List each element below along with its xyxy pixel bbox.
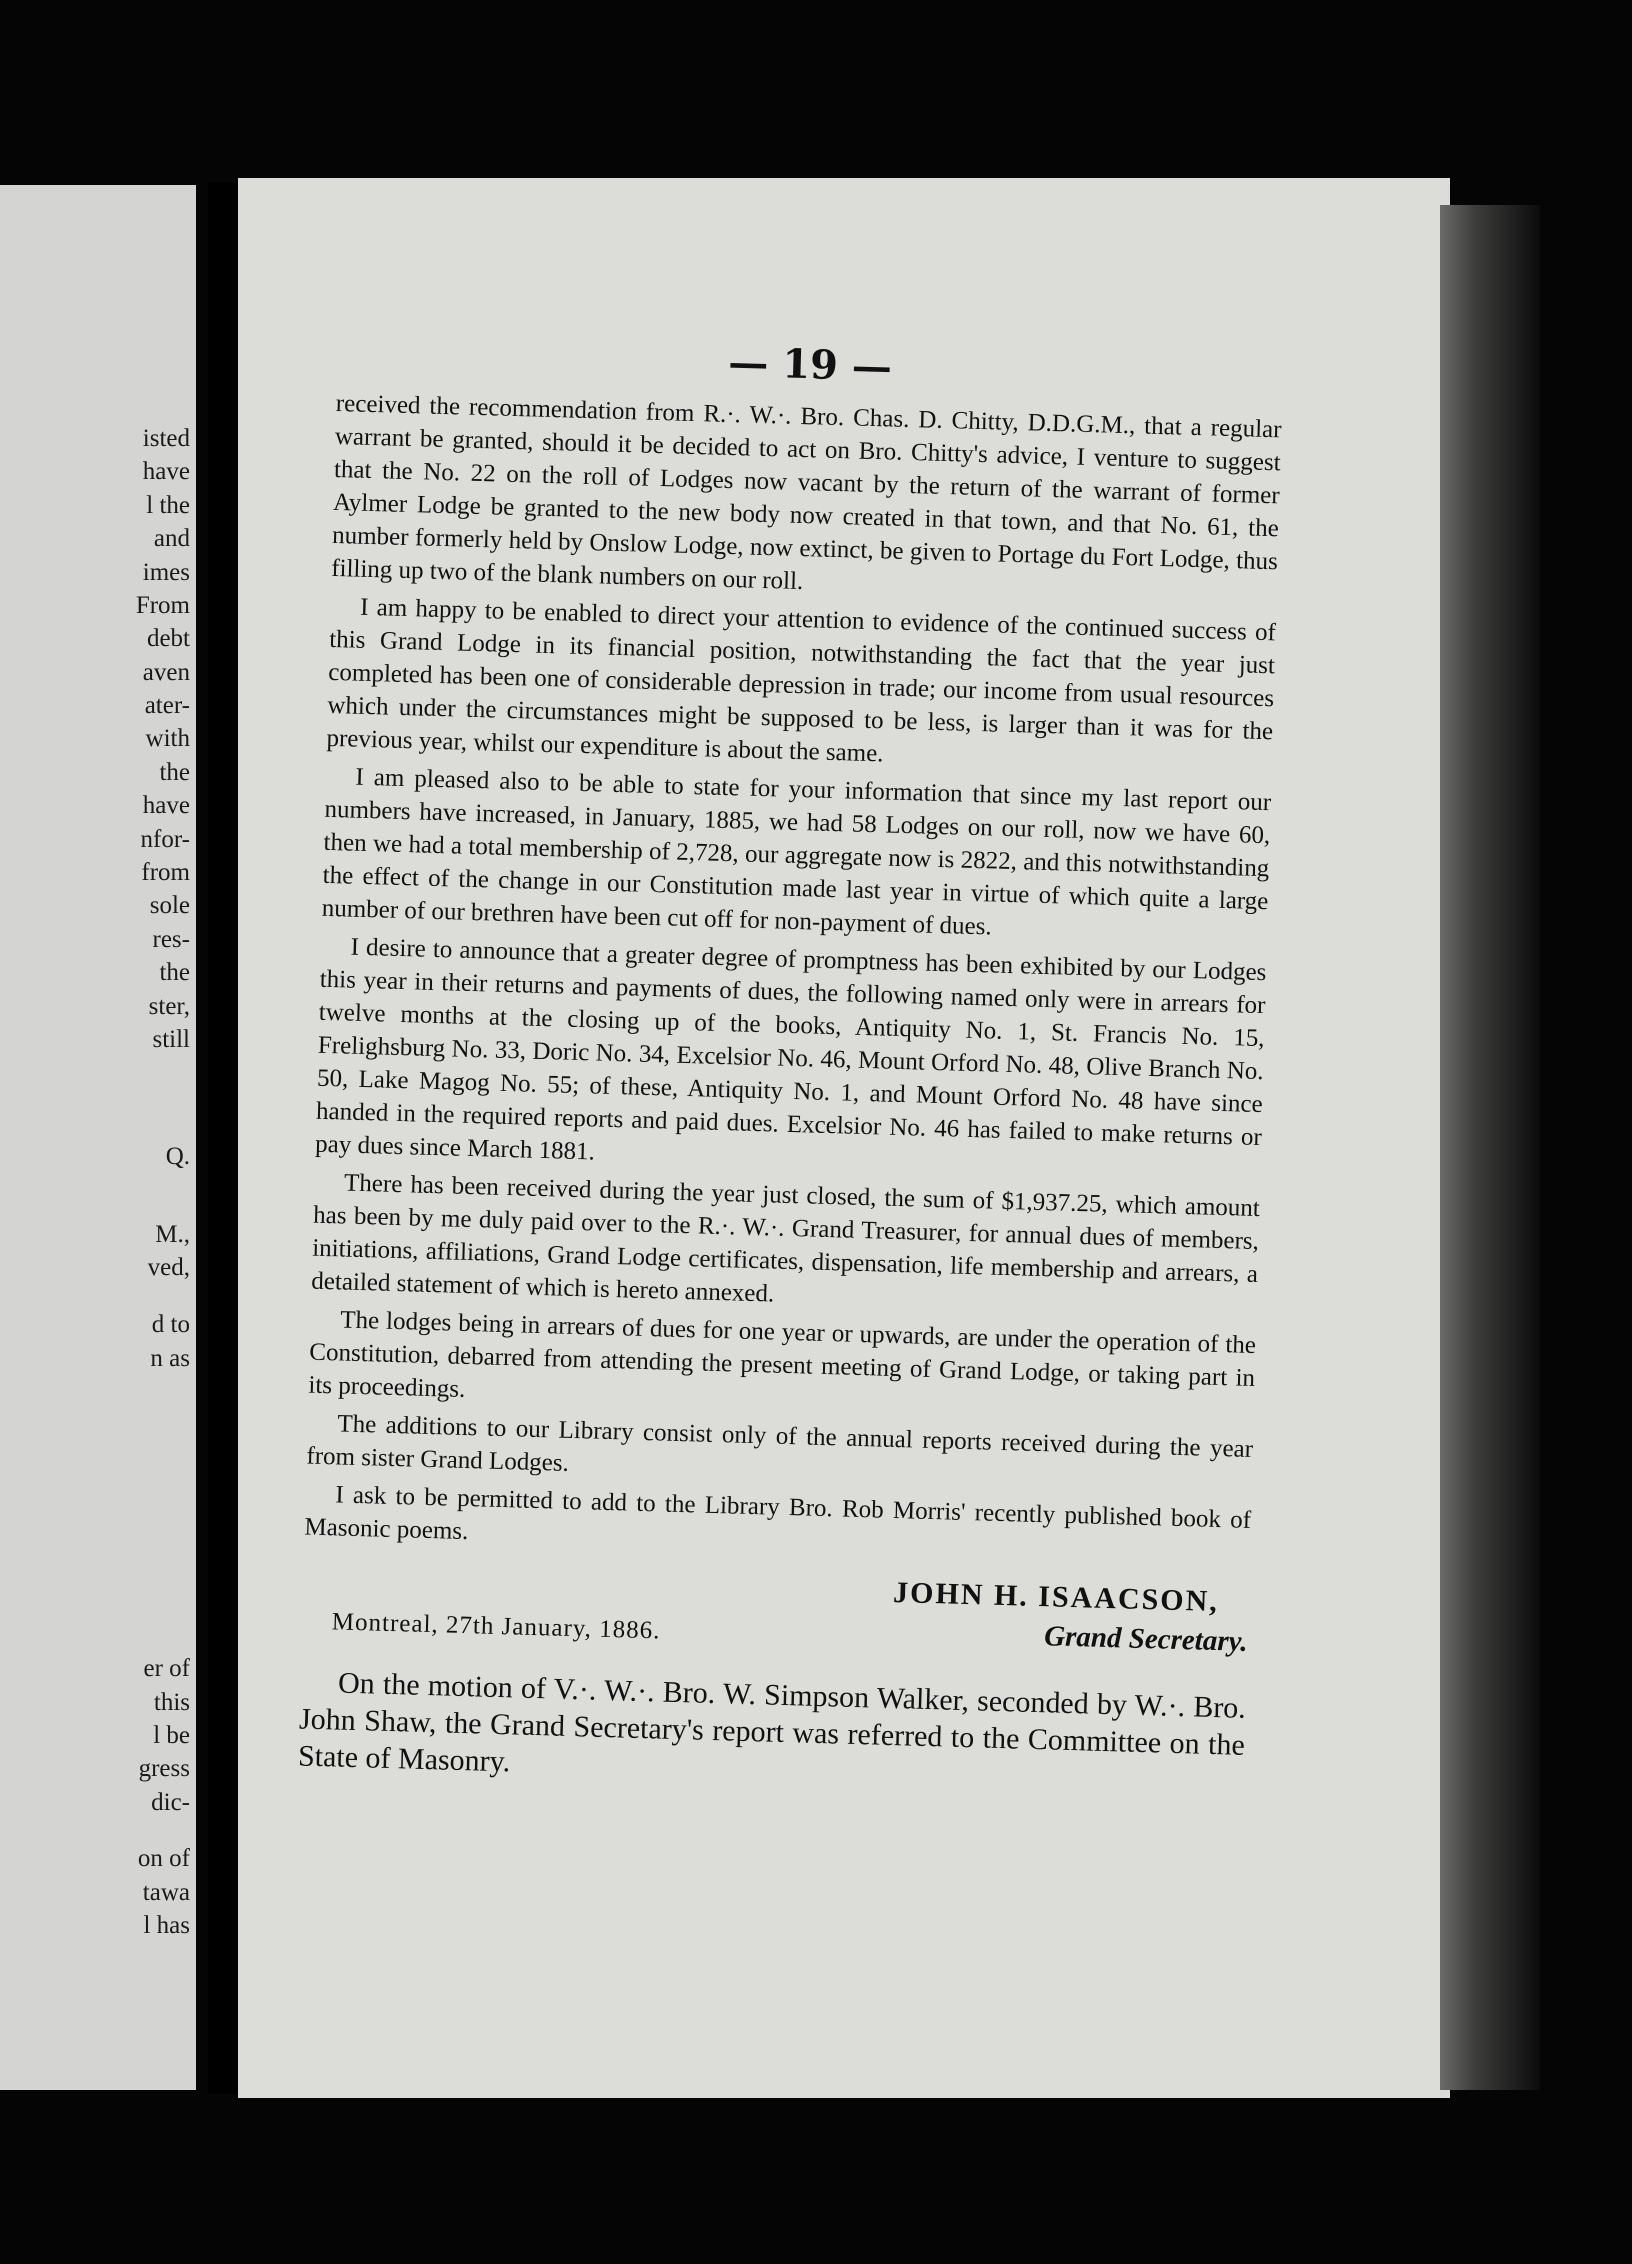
- left-fragment: ater-: [144, 692, 190, 719]
- left-fragment: from: [141, 859, 190, 886]
- signatory-title: Grand Secretary.: [1043, 1620, 1249, 1658]
- left-fragment: dic-: [151, 1789, 190, 1816]
- left-fragment: this: [153, 1689, 190, 1716]
- paragraph-financial-position: I am happy to be enabled to direct your attention to evidence of the continued success of this Grand Lodge in its financial position, notwithstanding the fact that the year just completed has been one of considerable depression in trade; our income from usual resources which under the circumstances might be supposed to be less, is larger than it was for the previous year, whilst our expenditure is about the same.: [326, 593, 1277, 768]
- page-edge-shadow: [1440, 205, 1540, 2090]
- left-fragment: ster,: [148, 993, 190, 1020]
- left-fragment: n as: [150, 1345, 190, 1372]
- page-text-block: [297, 328, 1284, 1831]
- left-fragment: with: [145, 725, 190, 752]
- left-fragment: Q.: [165, 1143, 190, 1170]
- left-fragment: l the: [146, 492, 190, 519]
- paragraph-library: The additions to our Library consist only of the annual reports received during the year from sister Grand Lodges.: [306, 1410, 1254, 1477]
- paragraph-receipts: There has been received during the year just closed, the sum of $1,937.25, which amount has been by me duly paid over to the R.·. W.·. Grand Treasurer, for annual dues of members, initiations, affiliations, Grand Lodge certificates, dispensation, life membership and arrears, a detailed statement of which is hereto annexed.: [310, 1169, 1261, 1308]
- left-fragment: on of: [137, 1845, 190, 1872]
- left-fragment: and: [153, 525, 190, 552]
- left-fragment: still: [152, 1026, 190, 1053]
- page-number: — 19 —: [727, 338, 893, 391]
- left-fragment: gress: [138, 1755, 190, 1782]
- left-fragment: l be: [153, 1722, 190, 1749]
- paragraph-lodge-warrant: received the recommendation from R.·. W.·. Bro. Chas. D. Chitty, D.D.G.M., that a regular warrant be granted, should it be decided to act on Bro. Chitty's advice, I venture to suggest that the No. 22 on the roll of Lodges now vacant by the return of the warrant of former Aylmer Lodge be granted to the new body now created in that town, and that No. 61, the number formerly held by Onslow Lodge, now extinct, be given to Portage du Fort Lodge, thus filling up two of the blank numbers on our roll.: [330, 389, 1282, 596]
- left-fragment: res-: [152, 926, 190, 953]
- left-page-edge: [0, 185, 196, 2090]
- paragraph-membership: I am pleased also to be able to state for your information that since my last report our numbers have increased, in January, 1885, we had 58 Lodges on our roll, now we have 60, then we had a total membership of 2,728, our aggregate now is 2822, and this notwithstanding the effect of the change in our Constitution made last year in virtue of which quite a large number of our brethren have been cut off for non-payment of dues.: [321, 763, 1272, 941]
- signatory-name: JOHN H. ISAACSON,: [892, 1576, 1220, 1619]
- left-fragment: have: [142, 792, 190, 819]
- date-line: Montreal, 27th January, 1886.: [331, 1608, 661, 1645]
- left-fragment: d to: [151, 1311, 190, 1338]
- paragraph-arrears: I desire to announce that a greater degree of promptness has been exhibited by our Lodges this year in their returns and payments of dues, the following named only were in arrears for twelve months at the closing up of the books, Antiquity No. 1, St. Francis No. 15, Frelighsburg No. 33, Doric No. 34, Excelsior No. 46, Mount Orford No. 48, Olive Branch No. 50, Lake Magog No. 55; of these, Antiquity No. 1, and Mount Orford No. 48 have since handed in the required reports and paid dues. Excelsior No. 46 has failed to make returns or pay dues since March 1881.: [314, 933, 1267, 1166]
- left-fragment: the: [159, 959, 190, 986]
- left-fragment: ved,: [147, 1254, 190, 1281]
- paragraph-debarred-lodges: The lodges being in arrears of dues for one year or upwards, are under the operation of the Constitution, debarred from attending the present meeting of Grand Lodge, or taking part in its proceedings.: [308, 1306, 1257, 1403]
- left-fragment: er of: [143, 1655, 190, 1682]
- left-fragment: M.,: [155, 1221, 190, 1248]
- left-fragment: isted: [142, 425, 190, 452]
- left-fragment: the: [159, 759, 190, 786]
- left-fragment: l has: [143, 1912, 190, 1939]
- left-fragment: aven: [142, 659, 190, 686]
- paragraph-masonic-poems: I ask to be permitted to add to the Library Bro. Rob Morris' recently published book of Masonic poems.: [304, 1481, 1252, 1546]
- left-fragment: sole: [149, 892, 190, 919]
- left-fragment: debt: [146, 625, 190, 652]
- book-spine: [208, 182, 238, 2094]
- left-fragment: From: [135, 592, 190, 619]
- motion-paragraph: On the motion of V.·. W.·. Bro. W. Simpson Walker, seconded by W.·. Bro. John Shaw, the Grand Secretary's report was referred to the Committee on the State of Masonry.: [297, 1666, 1247, 1779]
- left-fragment: nfor-: [140, 826, 190, 853]
- left-fragment: imes: [142, 559, 190, 586]
- left-fragment: have: [142, 458, 190, 485]
- left-fragment: tawa: [142, 1879, 190, 1906]
